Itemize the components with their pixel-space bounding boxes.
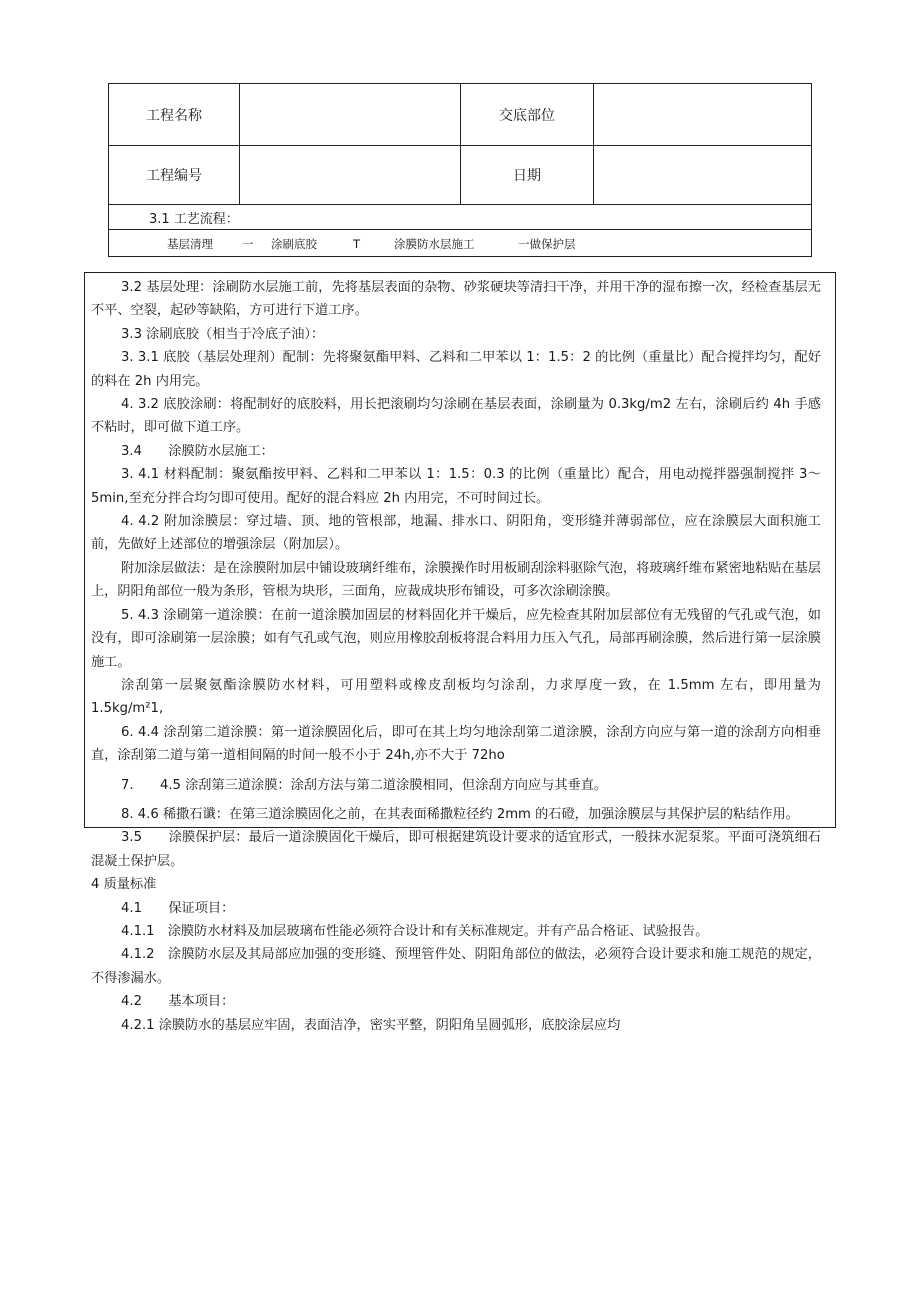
paragraph-first-coat: 5. 4.3 涂刷第一道涂膜：在前一道涂膜加固层的材料固化并干燥后，应先检查其附加层部位有无残留的气孔或气泡，如没有，即可涂刷第一层涂膜；如有气孔或气泡，则应用橡胶刮板将混合料用力压入气孔，局部再刷涂膜，然后进行第一层涂膜施工。	[91, 607, 821, 670]
header-table	[108, 83, 812, 257]
content-box	[84, 272, 836, 1033]
paragraph-basic-heading: 4.2 基本项目：	[121, 994, 235, 1010]
paragraph-basic-1: 4.2.1 涂膜防水的基层应牢固，表面洁净，密实平整，阴阳角呈圆弧形，底胶涂层应均	[121, 1017, 621, 1033]
header-row-process-title	[109, 205, 811, 230]
paragraph-primer-brush: 4. 3.2 底胶涂刷：将配制好的底胶料，用长把滚刷均匀涂刷在基层表面，涂刷量为 0.3kg∕m2 左右，涂刷后约 4h 手感不粘时，即可做下道工序。	[91, 397, 821, 436]
paragraph-additional-method: 附加涂层做法：是在涂膜附加层中铺设玻璃纤维布，涂膜操作时用板刷刮涂料驱除气泡，将玻璃纤维布紧密地粘贴在基层上，阴阳角部位一般为条形，管根为块形，三面角，应裁成块形布铺设，可多次涂刷涂膜。	[91, 560, 821, 600]
paragraph-additional-layer: 4. 4.2 附加涂膜层：穿过墙、顶、地的管根部，地漏、排水口、阴阳角，变形缝并薄弱部位，应在涂膜层大面积施工前，先做好上述部位的增强涂层（附加层）。	[91, 514, 821, 553]
paragraph-primer-mix: 3. 3.1 底胶（基层处理剂）配制：先将聚氨酯甲料、乙料和二甲苯以 1：1.5：2 的比例（重量比）配合搅拌均匀，配好的料在 2h 内用完。	[91, 350, 821, 389]
paragraph-protection-layer: 3.5 涂膜保护层：最后一道涂膜固化干燥后，即可根据建筑设计要求的适宜形式，一般抹水泥泵浆。平面可浇筑细石混凝土保护层。	[91, 830, 821, 869]
paragraph-primer-heading: 3.3 涂刷底胶（相当于冷底子油）：	[121, 326, 325, 342]
project-no-value[interactable]	[239, 146, 460, 204]
paragraph-material-mix: 3. 4.1 材料配制：聚氨酯按甲料、乙料和二甲苯以 1：1.5：0.3 的比例（重量比）配合，用电动搅拌器强制搅拌 3～5min,至充分拌合均匀即可使用。配好的混合料应 2h 内用完，不可时间过长。	[91, 467, 821, 506]
flow-step-membrane: 涂膜防水层施工	[394, 236, 475, 251]
flow-step-protection: 一做保护层	[518, 236, 576, 251]
heading-quality-standard: 4 质量标准	[91, 877, 157, 893]
header-row-process-flow	[109, 230, 811, 257]
paragraph-second-coat: 6. 4.4 涂刮第二道涂膜：第一道涂膜固化后，即可在其上均匀地涂刮第二道涂膜，涂刮方向应与第一道的涂刮方向相垂直，涂刮第二道与第一道相间隔的时间一般不小于 24h,亦不大于 72ho	[91, 724, 821, 764]
project-name-label: 工程名称	[146, 107, 202, 124]
flow-step-primer: 涂刷底胶	[271, 236, 317, 251]
paragraph-guarantee-heading: 4.1 保证项目：	[121, 900, 235, 916]
process-title: 3.1 工艺流程：	[149, 211, 239, 227]
paragraph-first-coat-amount: 涂刮第一层聚氨酯涂膜防水材料，可用塑料或橡皮刮板均匀涂刮，力求厚度一致，在 1.5mm 左右，即用量为 1.5kg∕m²1,	[91, 677, 821, 717]
paragraph-guarantee-2: 4.1.2 涂膜防水层及其局部应加强的变形缝、预埋管件处、阴阳角部位的做法，必须符合设计要求和施工规范的规定，不得渗漏水。	[91, 947, 821, 986]
paragraph-third-coat: 7. 4.5 涂刮第三道涂膜：涂刮方法与第二道涂膜相同，但涂刮方向应与其垂直。	[121, 777, 608, 793]
project-name-value[interactable]	[239, 84, 460, 145]
header-row-project-name	[109, 84, 811, 146]
paragraph-gravel: 8. 4.6 稀撒石谶：在第三道涂膜固化之前，在其表面稀撒粒径约 2mm 的石磴，加强涂膜层与其保护层的粘结作用。	[121, 806, 799, 822]
handover-part-value[interactable]	[593, 84, 811, 145]
date-value[interactable]	[593, 146, 811, 204]
handover-part-label: 交底部位	[460, 84, 593, 145]
project-no-label: 工程编号	[146, 168, 202, 184]
paragraph-membrane-heading: 3.4 涂膜防水层施工：	[121, 443, 274, 459]
flow-arrow-2: T	[353, 236, 361, 251]
paragraph-base-treatment: 3.2 基层处理：涂刷防水层施工前，先将基层表面的杂物、砂浆硬块等清扫干净，并用干净的湿布擦一次，经检查基层无不平、空裂，起砂等缺陷，方可进行下道工序。	[91, 280, 821, 319]
date-label: 日期	[460, 146, 593, 204]
flow-step-base-cleaning: 基层清理	[167, 236, 213, 251]
flow-arrow-1: 一	[242, 236, 254, 251]
header-row-project-no	[109, 146, 811, 205]
paragraph-guarantee-1: 4.1.1 涂膜防水材料及加层玻璃布性能必须符合设计和有关标准规定。并有产品合格证、试验报告。	[121, 923, 709, 939]
